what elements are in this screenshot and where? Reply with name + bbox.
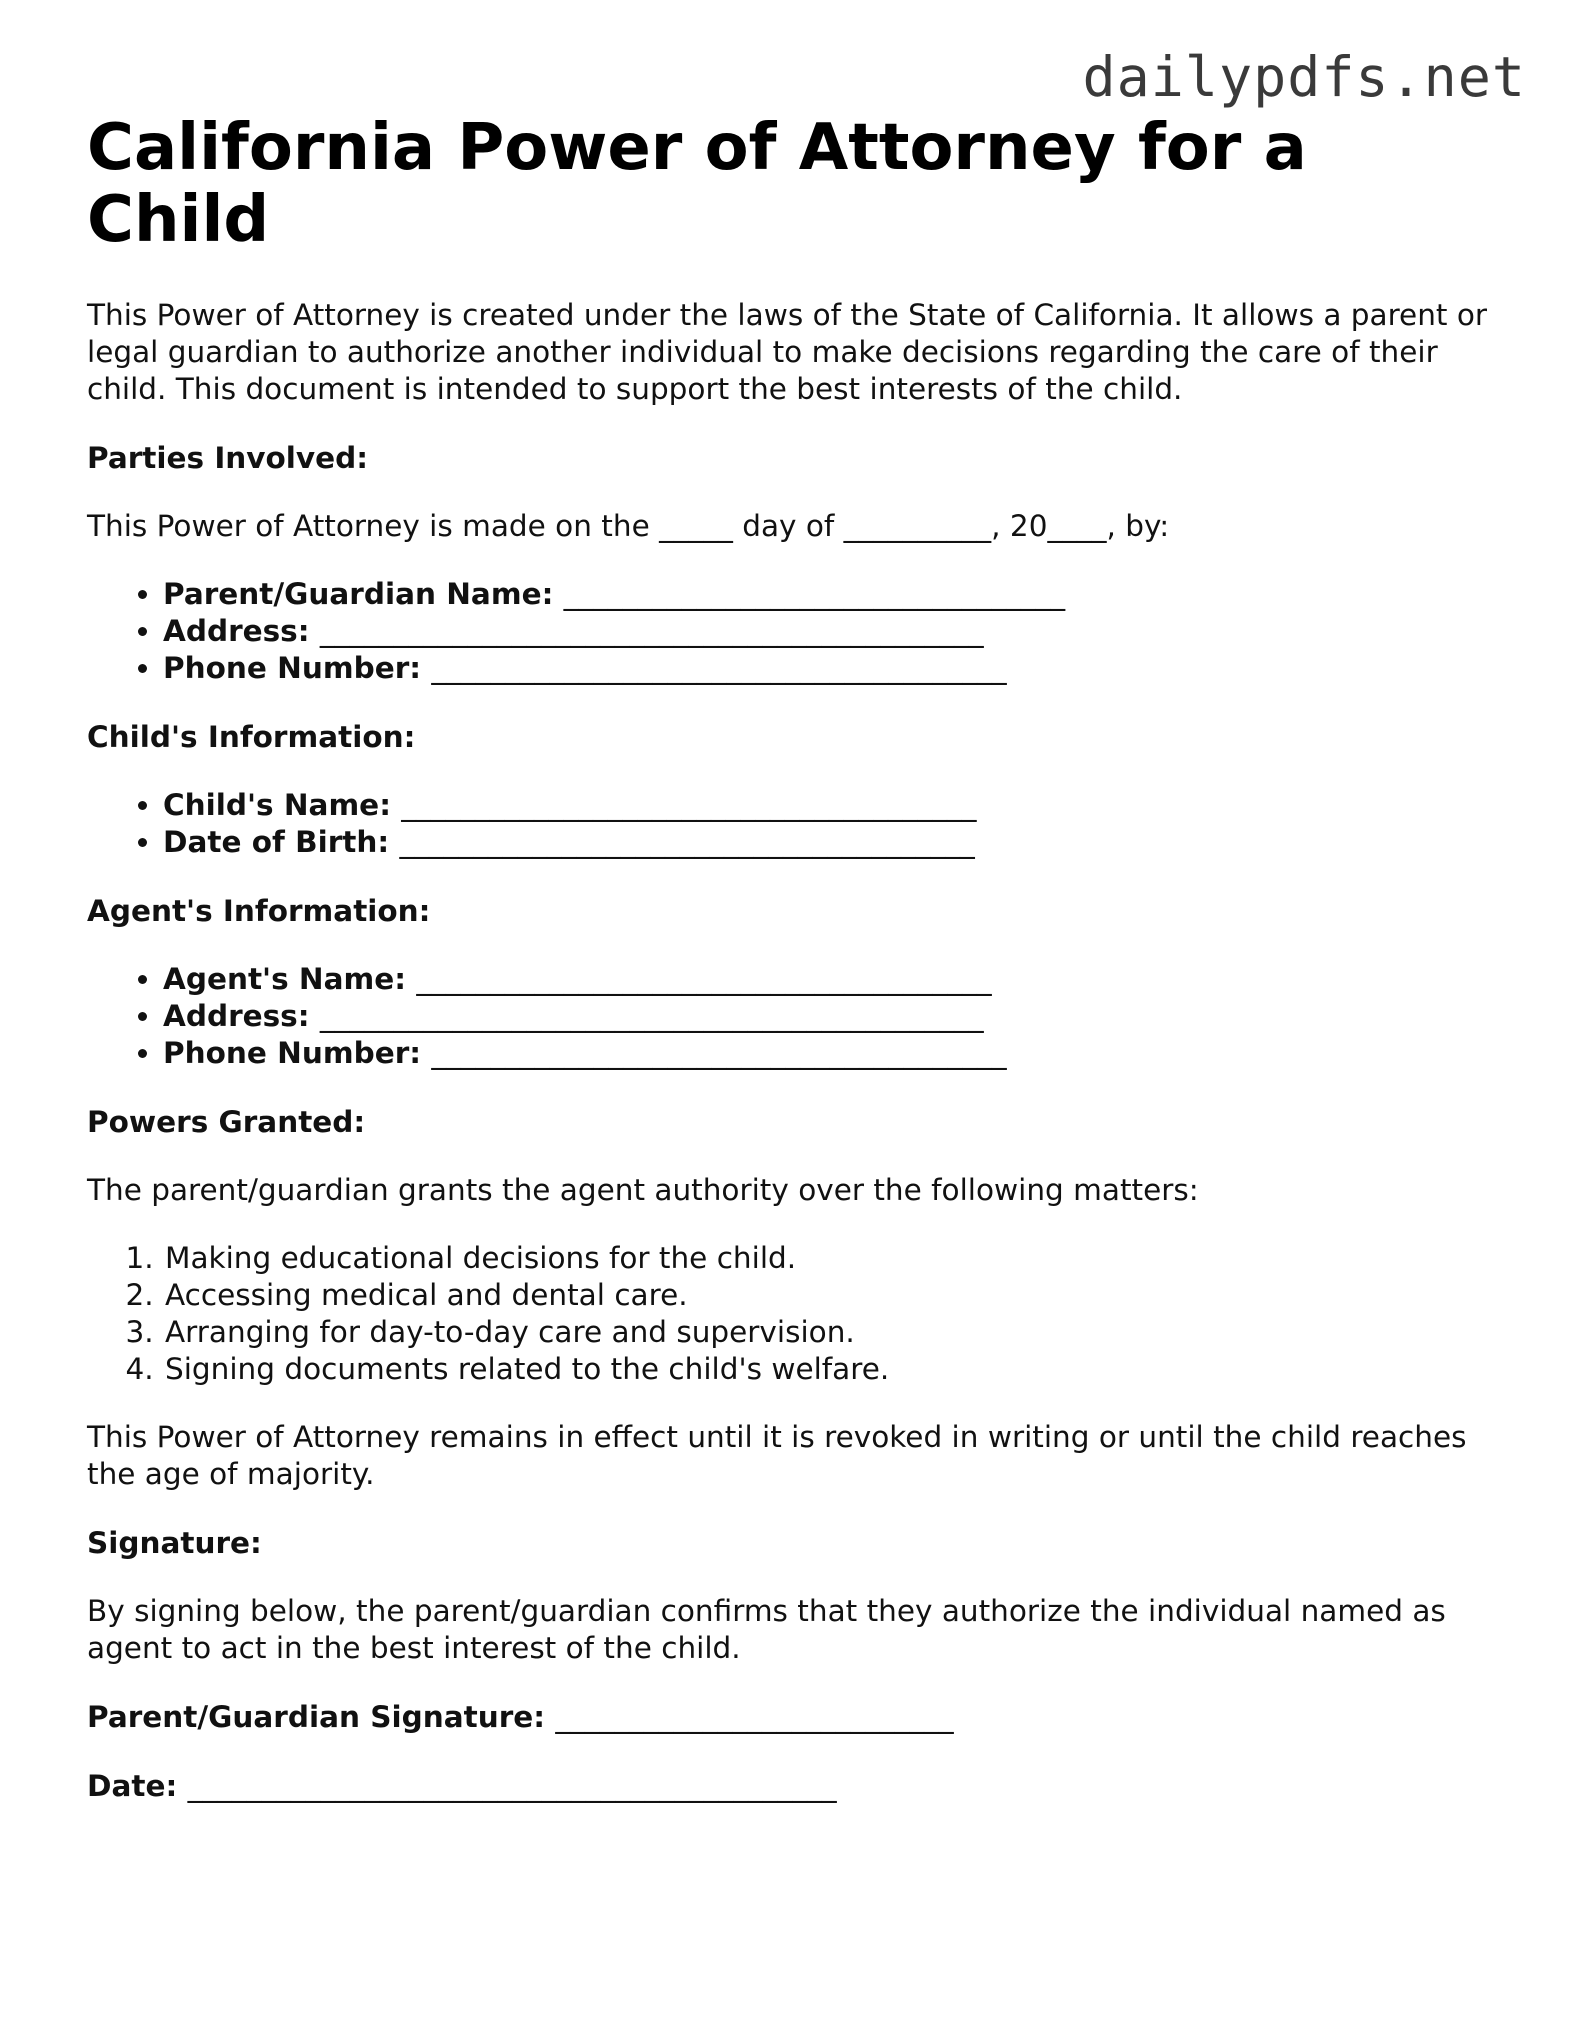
field-label: Address: — [163, 614, 310, 648]
list-item: 2. Accessing medical and dental care. — [163, 1277, 1507, 1314]
fill-in-blank: _______________________________________ — [399, 825, 975, 859]
list-item — [163, 650, 1507, 687]
fill-in-blank: __________________________________ — [563, 577, 1066, 611]
field-label: Phone Number: — [163, 651, 422, 685]
list-item: 3. Arranging for day-to-day care and supervision. — [163, 1314, 1507, 1351]
list-item — [163, 824, 1507, 861]
effect-paragraph: This Power of Attorney remains in effect until it is revoked in writing or until the child reaches the age of majority. — [87, 1420, 1467, 1491]
list-item: 4. Signing documents related to the child's welfare. — [163, 1351, 1507, 1388]
list-item: 1. Making educational decisions for the child. — [163, 1240, 1507, 1277]
date-line — [87, 1768, 1507, 1805]
fill-in-blank: _______________________________________ — [431, 1036, 1007, 1070]
list-item — [163, 961, 1507, 998]
child-heading: Child's Information: — [87, 720, 416, 754]
field-label: Agent's Name: — [163, 962, 407, 996]
fill-in-blank: _____________________________________________ — [319, 999, 984, 1033]
fill-in-blank: _______________________________________ — [431, 651, 1007, 685]
powers-heading: Powers Granted: — [87, 1105, 366, 1139]
signature-heading: Signature: — [87, 1526, 262, 1560]
field-label: Child's Name: — [163, 788, 391, 822]
list-item — [163, 1035, 1507, 1072]
fill-in-blank: _______________________________________ — [416, 962, 992, 996]
list-item — [163, 998, 1507, 1035]
field-label: Parent/Guardian Name: — [163, 577, 554, 611]
field-label: Date of Birth: — [163, 825, 390, 859]
list-item — [163, 576, 1507, 613]
child-list — [87, 787, 1507, 861]
field-label: Parent/Guardian Signature: — [87, 1700, 546, 1734]
powers-list — [87, 1240, 1507, 1388]
made-on-line: This Power of Attorney is made on the _____ day of __________, 20____, by: — [87, 509, 1170, 543]
list-item — [163, 787, 1507, 824]
field-label: Date: — [87, 1769, 178, 1803]
field-label: Phone Number: — [163, 1036, 422, 1070]
document-page — [87, 112, 1507, 1805]
signature-line — [87, 1699, 1507, 1736]
agent-heading: Agent's Information: — [87, 894, 431, 928]
signature-text: By signing below, the parent/guardian confirms that they authorize the individual named as agent to act in the best interest of the child. — [87, 1594, 1446, 1665]
document-title: California Power of Attorney for a Child — [87, 111, 1307, 257]
intro-paragraph: This Power of Attorney is created under the laws of the State of California. It allows a parent or legal guardian to authorize another individual to make decisions regarding the care of their child. This document is intended to support the best interests of the child. — [87, 298, 1488, 406]
list-item — [163, 613, 1507, 650]
fill-in-blank: ___________________________ — [555, 1700, 954, 1734]
fill-in-blank: ____________________________________________ — [187, 1769, 837, 1803]
field-label: Address: — [163, 999, 310, 1033]
parties-heading: Parties Involved: — [87, 441, 369, 475]
fill-in-blank: _______________________________________ — [401, 788, 977, 822]
fill-in-blank: _____________________________________________ — [319, 614, 984, 648]
parties-list — [87, 576, 1507, 687]
watermark: dailypdfs.net — [1082, 45, 1526, 109]
agent-list — [87, 961, 1507, 1072]
powers-lead: The parent/guardian grants the agent authority over the following matters: — [87, 1173, 1199, 1207]
